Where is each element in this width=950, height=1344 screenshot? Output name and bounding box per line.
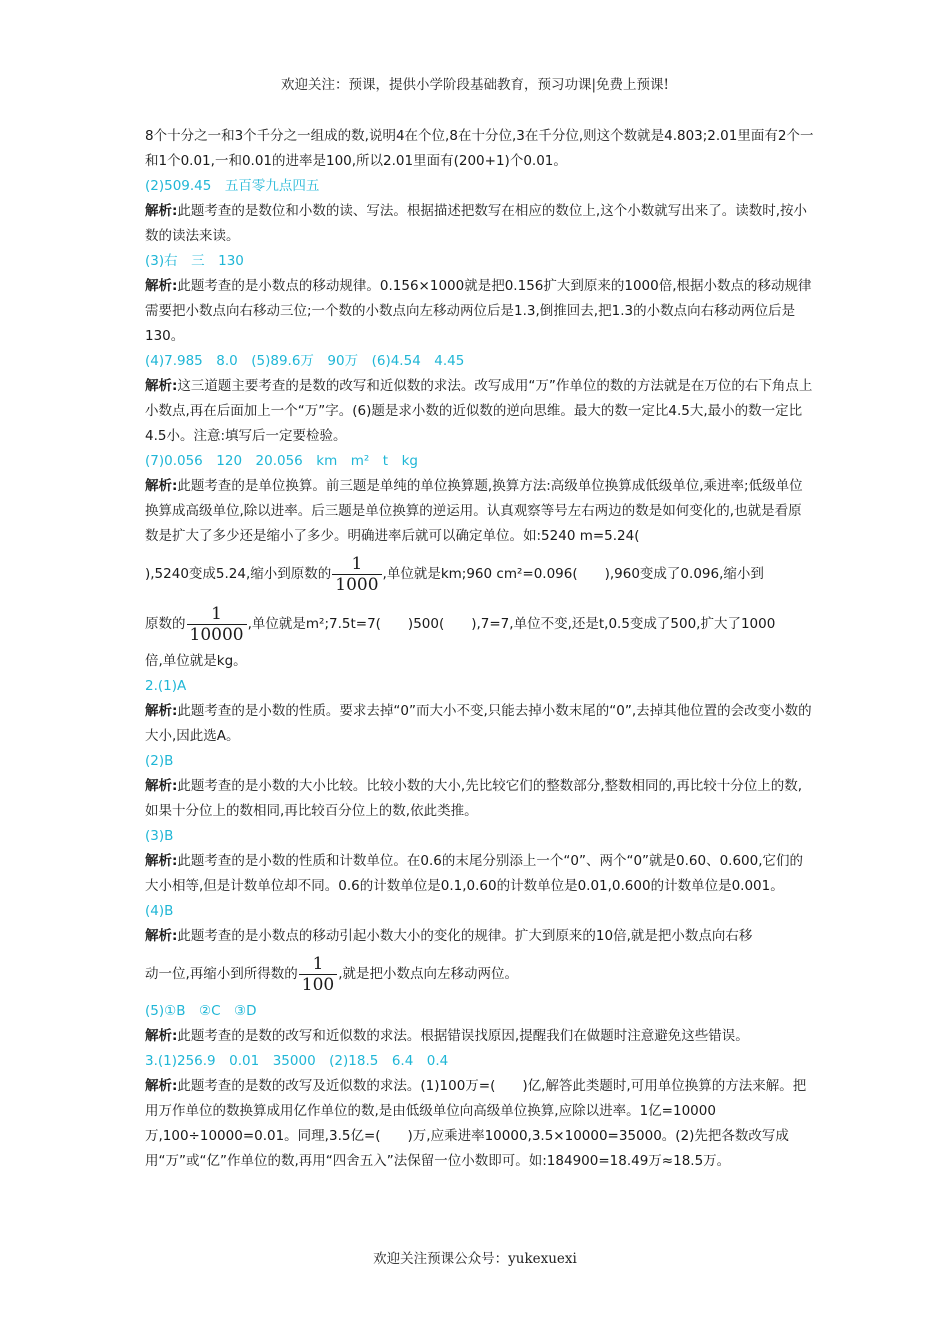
answer-2-1: 2.(1)A	[145, 678, 187, 694]
page-footer: 欢迎关注预课公众号：yukexuexi	[373, 1251, 577, 1267]
paragraph-intro: 8个十分之一和3个千分之一组成的数,说明4在个位,8在十分位,3在千分位,则这个数就是4.803;2.01里面有2个一和1个0.01,一和0.01的进率是100,所以2.01里面有(200+1)个0.01。	[145, 128, 814, 169]
explanation-1-7-line-fraction-1: ),5240变成5.24,缩小到原数的 $\frac{1}{1000}$ ,单位就是km;960 cm²=0.096( ),960变成了0.096,缩小到	[145, 553, 764, 595]
fraction-1-over-100: $\frac{1}{100}$	[299, 954, 337, 995]
answer-2-4: (4)B	[145, 903, 174, 919]
explanation-label: 解析:	[145, 203, 178, 219]
explanation-label: 解析:	[145, 478, 178, 494]
explanation-2-4: 解析:此题考查的是小数点的移动引起小数大小的变化的规律。扩大到原来的10倍,就是把小数点向右移	[145, 928, 753, 944]
answer-content	[145, 124, 815, 1174]
explanation-2-4-line-fraction: 动一位,再缩小到所得数的 $\frac{1}{100}$ ,就是把小数点向左移动两位。	[145, 953, 519, 995]
answer-2-5: (5)①B ②C ③D	[145, 1003, 257, 1019]
explanation-label: 解析:	[145, 1078, 178, 1094]
explanation-2-3: 解析:此题考查的是小数的性质和计数单位。在0.6的末尾分别添上一个“0”、两个“0”就是0.60、0.600,它们的大小相等,但是计数单位却不同。0.6的计数单位是0.1,0.60的计数单位是0.01,0.600的计数单位是0.001。	[145, 853, 804, 894]
page-header: 欢迎关注：预课，提供小学阶段基础教育，预习功课|免费上预课!	[281, 77, 669, 93]
explanation-1-7-line-fraction-2: 原数的 $\frac{1}{10000}$ ,单位就是m²;7.5t=7( )500( ),7=7,单位不变,还是t,0.5变成了500,扩大了1000	[145, 603, 776, 645]
explanation-2-2: 解析:此题考查的是小数的大小比较。比较小数的大小,先比较它们的整数部分,整数相同的,再比较十分位上的数,如果十分位上的数相同,再比较百分位上的数,依此类推。	[145, 778, 803, 819]
answer-1-7: (7)0.056 120 20.056 km m² t kg	[145, 453, 418, 469]
explanation-1-3: 解析:此题考查的是小数点的移动规律。0.156×1000就是把0.156扩大到原来的1000倍,根据小数点的移动规律需要把小数点向右移动三位;一个数的小数点向左移动两位后是1.3,倒推回去,把1.3的小数点向右移动两位后是130。	[145, 278, 812, 344]
explanation-1-2: 解析:此题考查的是数位和小数的读、写法。根据描述把数写在相应的数位上,这个小数就写出来了。读数时,按小数的读法来读。	[145, 203, 807, 244]
explanation-label: 解析:	[145, 928, 178, 944]
explanation-1-7: 解析:此题考查的是单位换算。前三题是单纯的单位换算题,换算方法:高级单位换算成低级单位,乘进率;低级单位换算成高级单位,除以进率。后三题是单位换算的逆运用。认真观察等号左右两边的数是如何变化的,也就是看原数是扩大了多少还是缩小了多少。明确进率后就可以确定单位。如:5240 m=5.24(	[145, 478, 803, 544]
answer-1-2: (2)509.45 五百零九点四五	[145, 178, 320, 194]
explanation-label: 解析:	[145, 703, 178, 719]
explanation-1-4-to-6: 解析:这三道题主要考查的是数的改写和近似数的求法。改写成用“万”作单位的数的方法就是在万位的右下角点上小数点,再在后面加上一个“万”字。(6)题是求小数的近似数的逆向思维。最大的数一定比4.5大,最小的数一定比4.5小。注意:填写后一定要检验。	[145, 378, 813, 444]
fraction-1-over-1000: $\frac{1}{1000}$	[332, 554, 381, 595]
answer-1-4-to-6: (4)7.985 8.0 (5)89.6万 90万 (6)4.54 4.45	[145, 353, 465, 369]
fraction-1-over-10000: $\frac{1}{10000}$	[187, 604, 247, 645]
explanation-1-7-end: 倍,单位就是kg。	[145, 653, 247, 669]
explanation-2-1: 解析:此题考查的是小数的性质。要求去掉“0”而大小不变,只能去掉小数末尾的“0”,去掉其他位置的会改变小数的大小,因此选A。	[145, 703, 812, 744]
answer-2-2: (2)B	[145, 753, 174, 769]
answer-3: 3.(1)256.9 0.01 35000 (2)18.5 6.4 0.4	[145, 1053, 449, 1069]
explanation-label: 解析:	[145, 1028, 178, 1044]
explanation-label: 解析:	[145, 853, 178, 869]
answer-1-3: (3)右 三 130	[145, 253, 244, 269]
answer-2-3: (3)B	[145, 828, 174, 844]
explanation-label: 解析:	[145, 278, 178, 294]
explanation-label: 解析:	[145, 378, 178, 394]
explanation-2-5: 解析:此题考查的是数的改写和近似数的求法。根据错误找原因,提醒我们在做题时注意避免这些错误。	[145, 1028, 749, 1044]
explanation-3: 解析:此题考查的是数的改写及近似数的求法。(1)100万=( )亿,解答此类题时,可用单位换算的方法来解。把用万作单位的数换算成用亿作单位的数,是由低级单位向高级单位换算,应除以进率。1亿=10000万,100÷10000=0.01。同理,3.5亿=( )万,应乘进率10000,3.5×10000=35000。(2)先把各数改写成用“万”或“亿”作单位的数,再用“四舍五入”法保留一位小数即可。如:184900=18.49万≈18.5万。	[145, 1078, 807, 1169]
explanation-label: 解析:	[145, 778, 178, 794]
